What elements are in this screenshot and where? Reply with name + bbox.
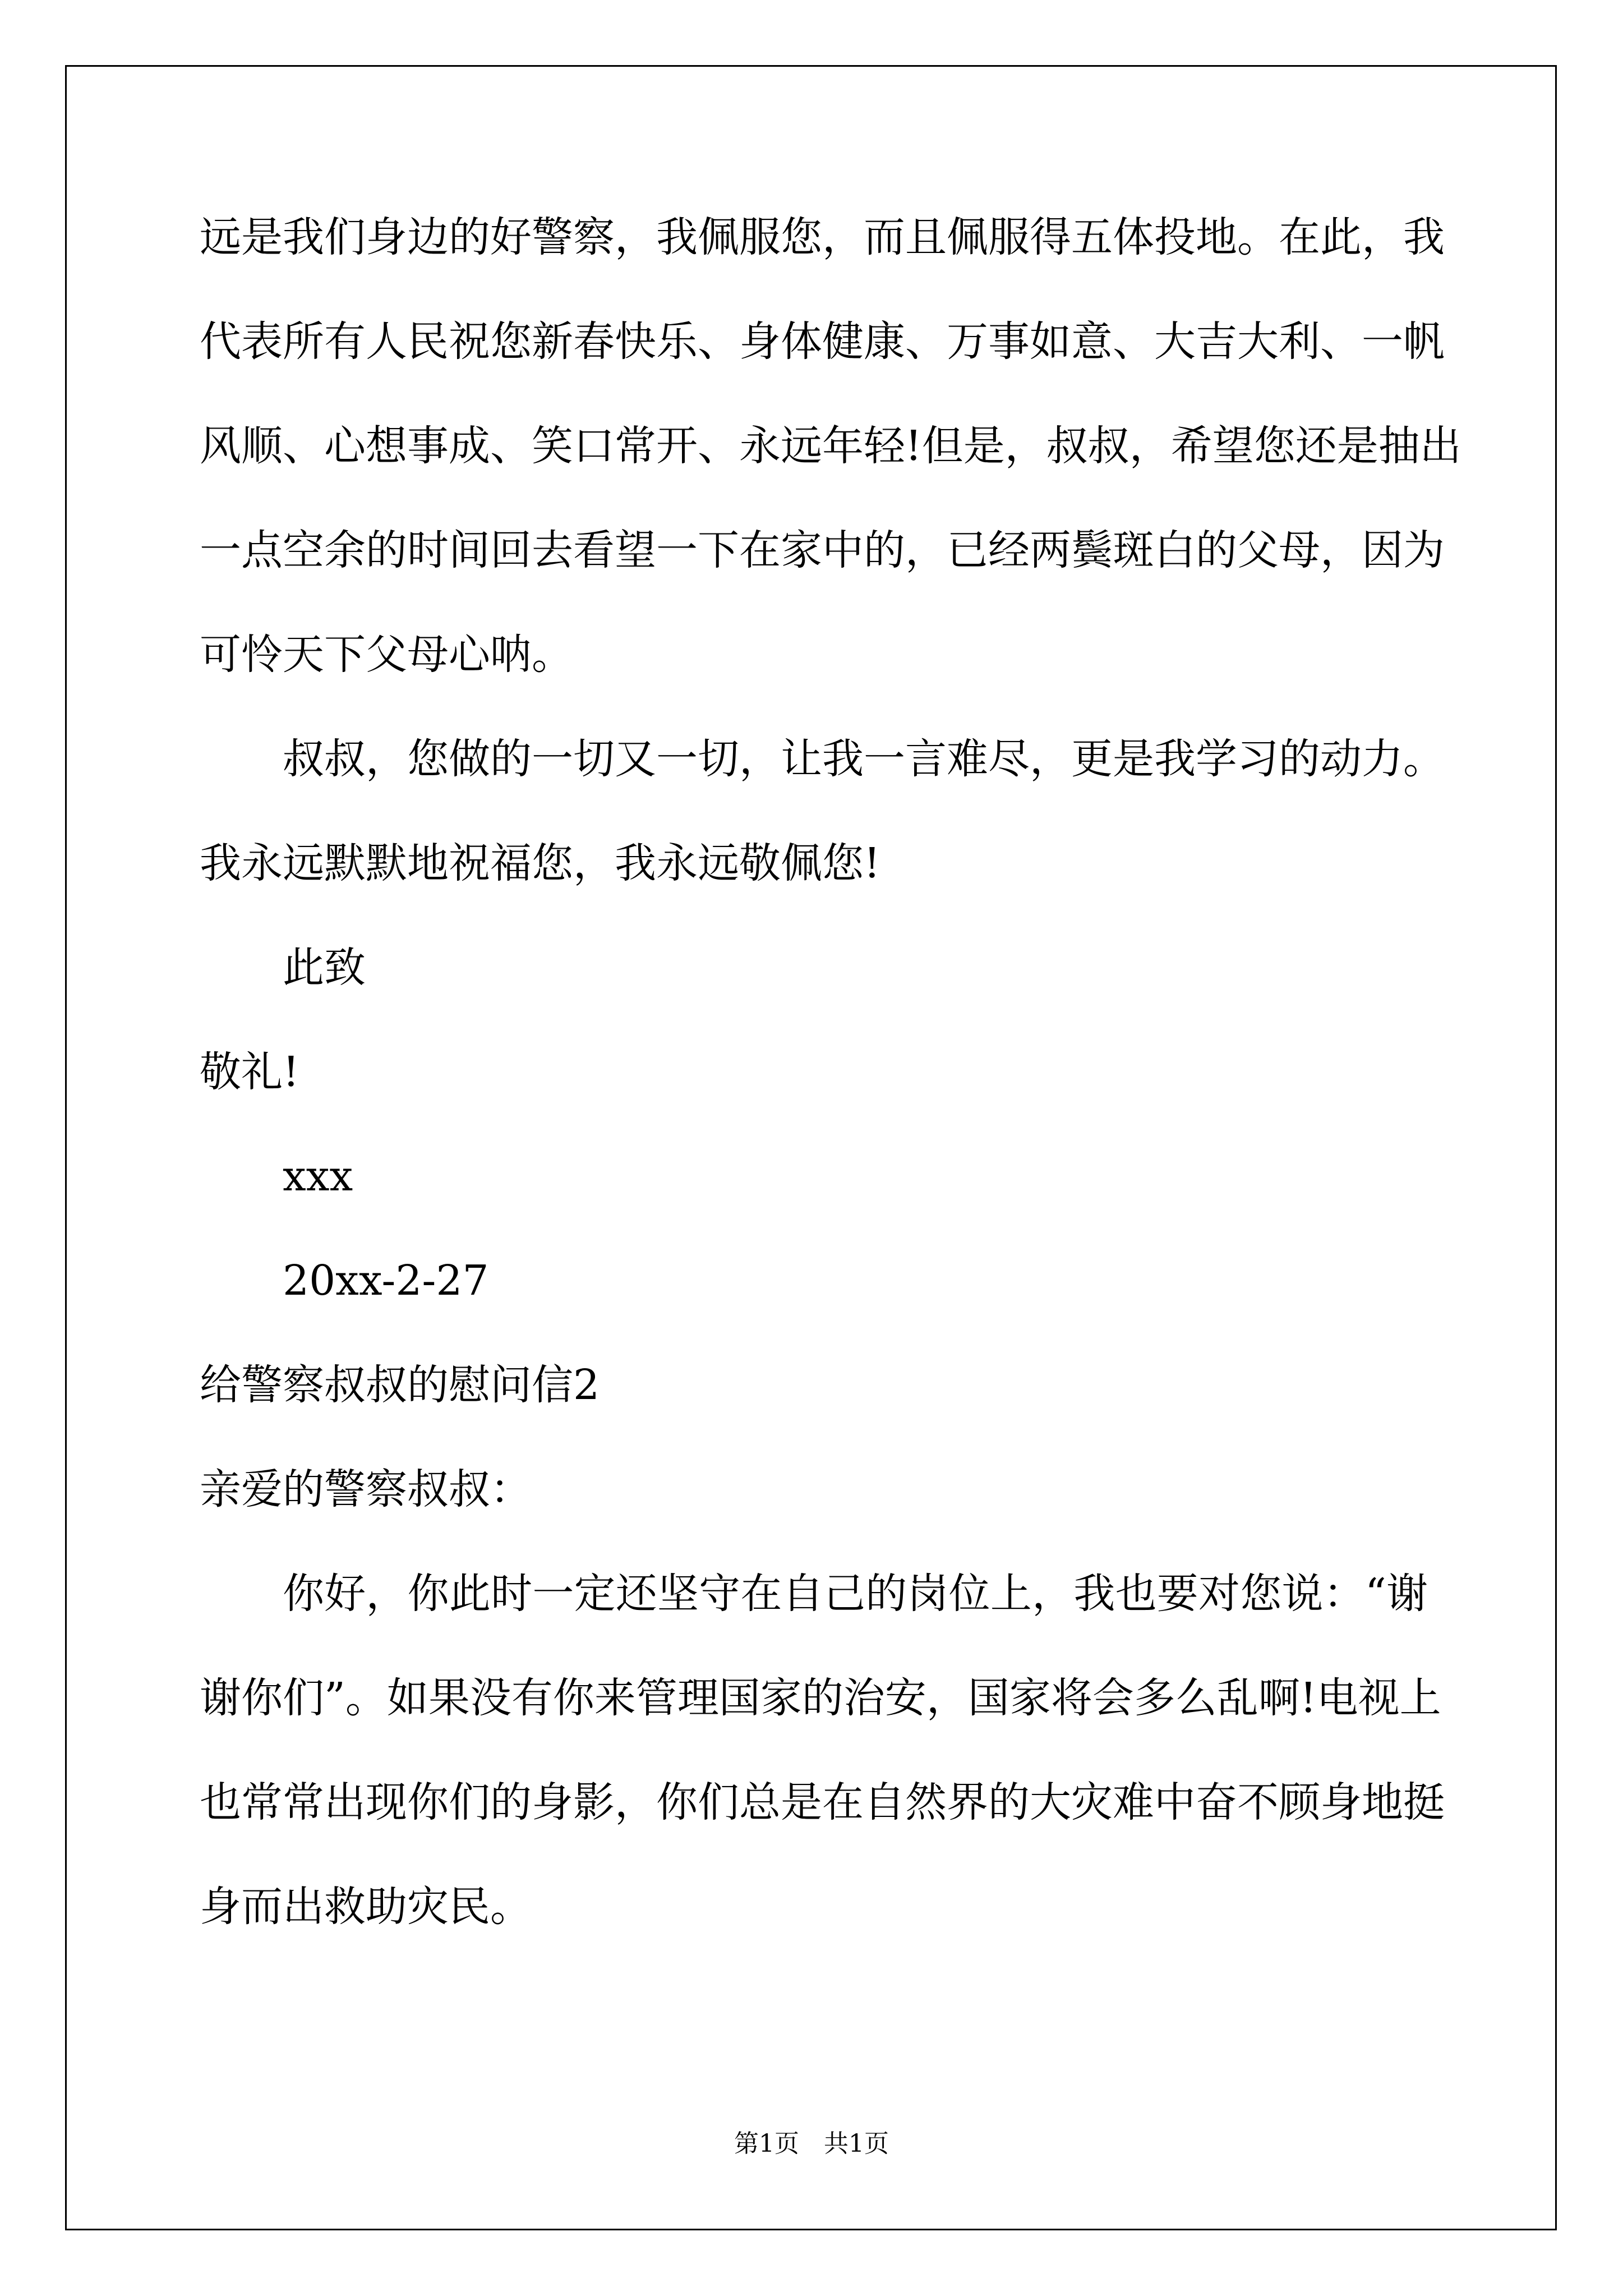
closing-salutation: 此致 xyxy=(283,944,366,992)
paragraph-line: 叔叔，您做的一切又一切，让我一言难尽，更是我学习的动力。 xyxy=(283,735,1445,783)
paragraph-line: 远是我们身边的好警察，我佩服您，而且佩服得五体投地。在此，我 xyxy=(200,213,1445,261)
closing-respect: 敬礼! xyxy=(200,1048,299,1096)
paragraph-line: 代表所有人民祝您新春快乐、身体健康、万事如意、大吉大利、一帆 xyxy=(200,318,1445,366)
letter-title: 给警察叔叔的慰问信2 xyxy=(200,1361,600,1409)
paragraph-line: 可怜天下父母心呐。 xyxy=(200,631,573,679)
signature-name: xxx xyxy=(283,1152,353,1200)
page-footer: 第1页 共1页 xyxy=(734,2129,889,2158)
paragraph-line: 谢你们”。如果没有你来管理国家的治安，国家将会多么乱啊!电视上 xyxy=(200,1674,1441,1722)
paragraph-line: 也常常出现你们的身影，你们总是在自然界的大灾难中奋不顾身地挺 xyxy=(200,1778,1445,1826)
paragraph-line: 身而出救助灾民。 xyxy=(200,1883,532,1931)
paragraph-line: 我永远默默地祝福您，我永远敬佩您! xyxy=(200,839,880,887)
greeting: 亲爱的警察叔叔： xyxy=(200,1465,532,1513)
paragraph-line: 风顺、心想事成、笑口常开、永远年轻!但是，叔叔，希望您还是抽出 xyxy=(200,422,1461,470)
paragraph-line: 你好，你此时一定还坚守在自己的岗位上，我也要对您说：“谢 xyxy=(283,1570,1428,1618)
signature-date: 20xx-2-27 xyxy=(283,1257,489,1305)
paragraph-line: 一点空余的时间回去看望一下在家中的，已经两鬓斑白的父母，因为 xyxy=(200,526,1445,574)
